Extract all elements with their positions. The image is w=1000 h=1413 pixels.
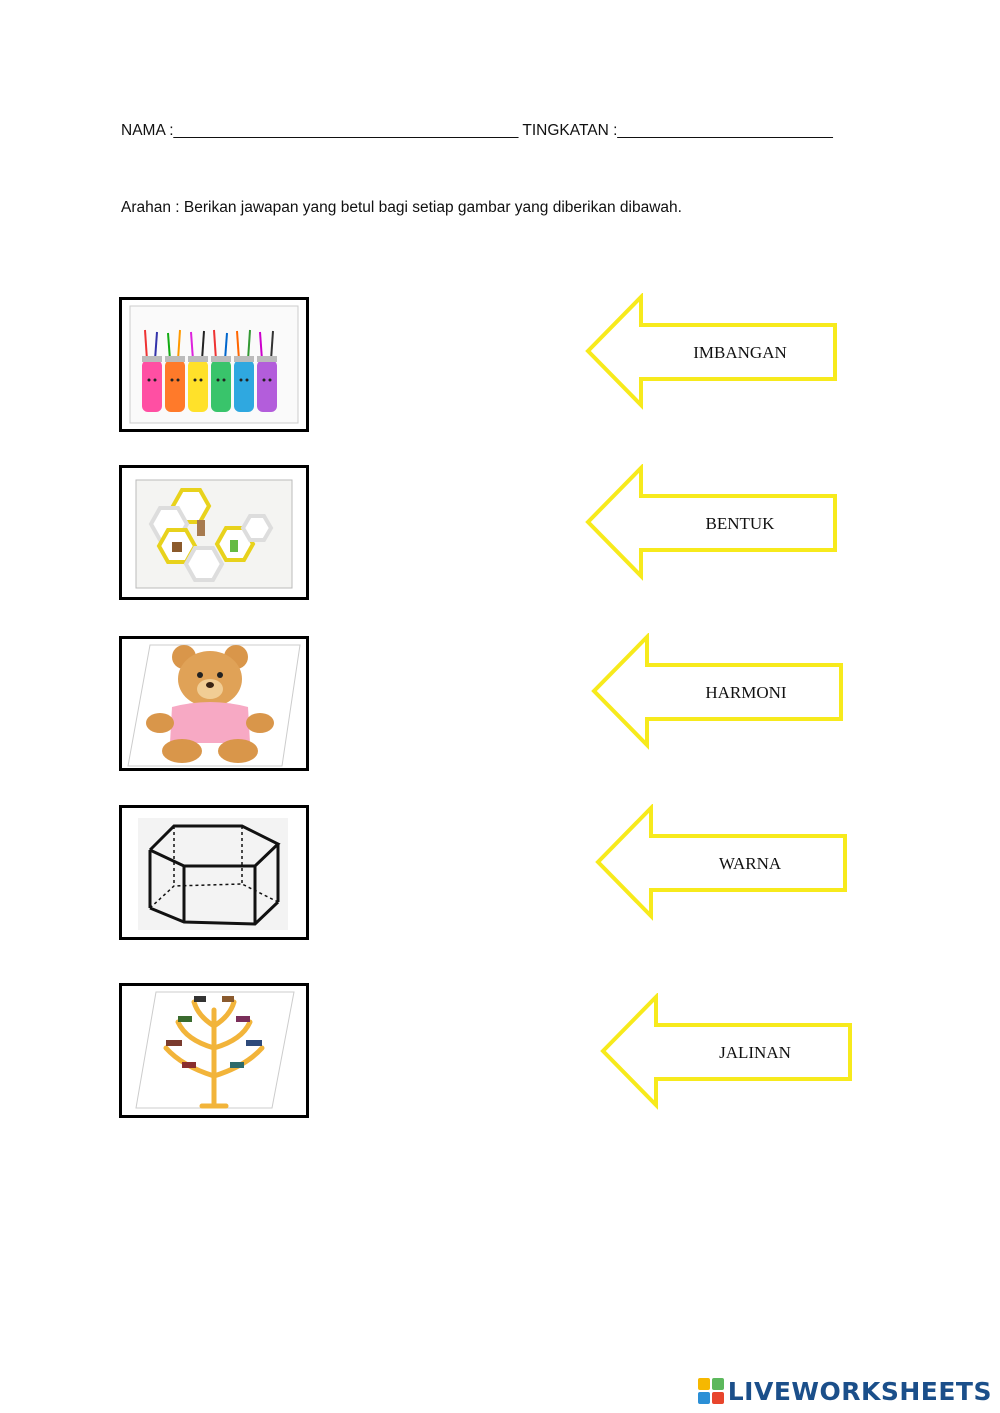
answer-label: WARNA <box>718 854 782 873</box>
answer-arrow-5[interactable] <box>600 993 860 1113</box>
answer-label: IMBANGAN <box>693 343 787 362</box>
answer-label: BENTUK <box>705 514 775 533</box>
hexagonal-prism-image <box>122 808 306 937</box>
hexagon-shelves-image <box>122 468 306 597</box>
answer-arrow-3[interactable] <box>591 633 851 753</box>
class-label: TINGKATAN : <box>522 122 618 139</box>
liveworksheets-logo <box>698 1374 992 1408</box>
answer-arrow-4[interactable] <box>595 804 855 924</box>
name-blank[interactable]: ________________________________________ <box>173 122 519 139</box>
picture-teddy-bear <box>119 636 309 771</box>
logo-text: LIVEWORKSHEETS <box>727 1376 992 1406</box>
picture-hexagon-shelves <box>119 465 309 600</box>
picture-pencil-jars <box>119 297 309 432</box>
pencil-jars-image <box>122 300 306 429</box>
teddy-bear-image <box>122 639 306 768</box>
picture-tree-bookshelf <box>119 983 309 1118</box>
name-class-line <box>121 122 833 140</box>
class-blank[interactable]: _________________________ <box>617 122 833 139</box>
picture-hexagonal-prism <box>119 805 309 940</box>
answer-arrow-1[interactable] <box>585 293 845 413</box>
answer-label: HARMONI <box>705 683 787 702</box>
tree-bookshelf-image <box>122 986 306 1115</box>
logo-mark-icon <box>698 1378 724 1404</box>
answer-label: JALINAN <box>719 1043 791 1062</box>
answer-arrow-2[interactable] <box>585 464 845 584</box>
name-label: NAMA : <box>121 122 174 139</box>
instruction-text: Arahan : Berikan jawapan yang betul bagi setiap gambar yang diberikan dibawah. <box>121 199 682 216</box>
